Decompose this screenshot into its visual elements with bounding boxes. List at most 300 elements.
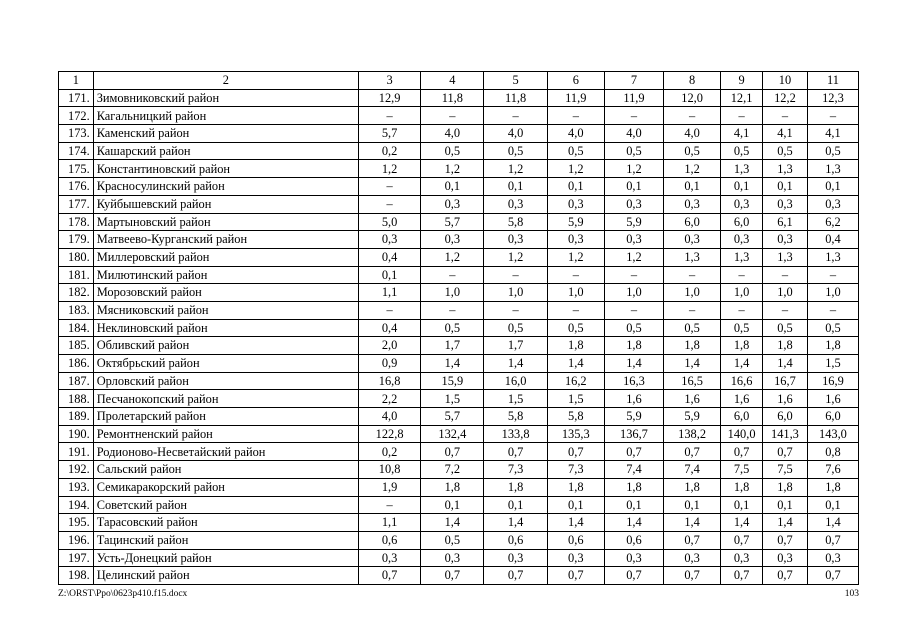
value-cell: 1,4 [421, 355, 484, 373]
table-body [59, 89, 859, 584]
district-name: Родионово-Несветайский район [93, 443, 358, 461]
column-header-10: 10 [763, 72, 808, 90]
value-cell: 0,7 [664, 567, 721, 585]
value-cell: 1,2 [421, 160, 484, 178]
value-cell: 1,2 [547, 160, 604, 178]
value-cell: 1,5 [421, 390, 484, 408]
value-cell: 0,5 [807, 142, 858, 160]
value-cell: 1,8 [484, 478, 547, 496]
value-cell: 1,0 [807, 284, 858, 302]
value-cell: 1,4 [421, 514, 484, 532]
value-cell: 0,7 [664, 531, 721, 549]
row-number: 181. [59, 266, 94, 284]
value-cell: 1,1 [358, 514, 420, 532]
value-cell: 0,6 [358, 531, 420, 549]
value-cell: 0,5 [763, 142, 808, 160]
table-row [59, 160, 859, 178]
district-name: Орловский район [93, 372, 358, 390]
district-name: Целинский район [93, 567, 358, 585]
table-row [59, 372, 859, 390]
value-cell: 0,1 [807, 496, 858, 514]
value-cell: 1,4 [807, 514, 858, 532]
value-cell: 0,1 [604, 496, 663, 514]
value-cell: 0,3 [484, 195, 547, 213]
value-cell: 16,6 [721, 372, 763, 390]
value-cell: 1,8 [664, 478, 721, 496]
value-cell: 135,3 [547, 425, 604, 443]
value-cell: 6,0 [721, 408, 763, 426]
value-cell: 0,7 [421, 567, 484, 585]
table-row [59, 248, 859, 266]
value-cell: 7,6 [807, 461, 858, 479]
value-cell: – [664, 107, 721, 125]
value-cell: 0,6 [547, 531, 604, 549]
value-cell: 1,0 [421, 284, 484, 302]
table-row [59, 478, 859, 496]
value-cell: 0,7 [763, 567, 808, 585]
row-number: 191. [59, 443, 94, 461]
value-cell: 4,0 [547, 125, 604, 143]
value-cell: 7,4 [604, 461, 663, 479]
value-cell: – [664, 266, 721, 284]
value-cell: 0,1 [547, 178, 604, 196]
table-row [59, 195, 859, 213]
district-name: Песчанокопский район [93, 390, 358, 408]
value-cell: – [358, 496, 420, 514]
value-cell: 11,9 [604, 89, 663, 107]
column-header-6: 6 [547, 72, 604, 90]
table-row [59, 125, 859, 143]
value-cell: 0,3 [664, 195, 721, 213]
table-row [59, 390, 859, 408]
district-name: Сальский район [93, 461, 358, 479]
value-cell: 5,9 [547, 213, 604, 231]
value-cell: 0,5 [721, 319, 763, 337]
value-cell: 1,0 [604, 284, 663, 302]
row-number: 187. [59, 372, 94, 390]
column-header-7: 7 [604, 72, 663, 90]
value-cell: 0,3 [721, 195, 763, 213]
table-row [59, 266, 859, 284]
district-name: Матвеево-Курганский район [93, 231, 358, 249]
value-cell: – [664, 301, 721, 319]
value-cell: – [604, 301, 663, 319]
value-cell: 0,1 [484, 496, 547, 514]
row-number: 179. [59, 231, 94, 249]
row-number: 182. [59, 284, 94, 302]
value-cell: – [358, 301, 420, 319]
district-name: Зимовниковский район [93, 89, 358, 107]
table-row [59, 301, 859, 319]
value-cell: 0,7 [721, 567, 763, 585]
district-name: Кагальницкий район [93, 107, 358, 125]
table-row [59, 496, 859, 514]
value-cell: 0,7 [604, 443, 663, 461]
column-header-3: 3 [358, 72, 420, 90]
value-cell: 5,8 [547, 408, 604, 426]
district-name: Неклиновский район [93, 319, 358, 337]
row-number: 180. [59, 248, 94, 266]
district-name: Куйбышевский район [93, 195, 358, 213]
value-cell: 16,9 [807, 372, 858, 390]
district-name: Советский район [93, 496, 358, 514]
value-cell: 138,2 [664, 425, 721, 443]
value-cell: 11,8 [421, 89, 484, 107]
value-cell: 2,0 [358, 337, 420, 355]
row-number: 176. [59, 178, 94, 196]
row-number: 189. [59, 408, 94, 426]
value-cell: 0,7 [604, 567, 663, 585]
value-cell: 1,2 [358, 160, 420, 178]
value-cell: 1,4 [664, 355, 721, 373]
value-cell: 1,6 [807, 390, 858, 408]
value-cell: – [484, 107, 547, 125]
value-cell: 0,1 [358, 266, 420, 284]
data-table [58, 71, 859, 585]
table-row [59, 213, 859, 231]
table-row [59, 567, 859, 585]
value-cell: 0,2 [358, 142, 420, 160]
district-name: Пролетарский район [93, 408, 358, 426]
value-cell: 5,7 [358, 125, 420, 143]
value-cell: 0,1 [664, 178, 721, 196]
column-header-11: 11 [807, 72, 858, 90]
value-cell: 0,7 [763, 531, 808, 549]
value-cell: – [421, 266, 484, 284]
column-header-5: 5 [484, 72, 547, 90]
value-cell: 1,6 [664, 390, 721, 408]
value-cell: 0,9 [358, 355, 420, 373]
value-cell: 1,2 [547, 248, 604, 266]
row-number: 190. [59, 425, 94, 443]
value-cell: 1,0 [547, 284, 604, 302]
row-number: 196. [59, 531, 94, 549]
value-cell: 7,5 [763, 461, 808, 479]
value-cell: 0,1 [763, 178, 808, 196]
table-row [59, 531, 859, 549]
value-cell: 133,8 [484, 425, 547, 443]
value-cell: 12,0 [664, 89, 721, 107]
column-header-4: 4 [421, 72, 484, 90]
value-cell: 0,3 [421, 549, 484, 567]
column-header-9: 9 [721, 72, 763, 90]
row-number: 193. [59, 478, 94, 496]
value-cell: 1,4 [547, 355, 604, 373]
value-cell: 1,3 [807, 248, 858, 266]
value-cell: 4,1 [721, 125, 763, 143]
value-cell: – [763, 107, 808, 125]
value-cell: 0,5 [547, 319, 604, 337]
value-cell: 16,7 [763, 372, 808, 390]
value-cell: 1,0 [664, 284, 721, 302]
value-cell: 0,5 [604, 142, 663, 160]
value-cell: 4,1 [763, 125, 808, 143]
value-cell: – [547, 107, 604, 125]
row-number: 184. [59, 319, 94, 337]
value-cell: – [547, 266, 604, 284]
value-cell: 0,3 [807, 195, 858, 213]
value-cell: 7,5 [721, 461, 763, 479]
value-cell: 4,0 [358, 408, 420, 426]
value-cell: 5,9 [604, 408, 663, 426]
value-cell: 0,3 [721, 231, 763, 249]
value-cell: 5,7 [421, 213, 484, 231]
value-cell: – [604, 107, 663, 125]
value-cell: 1,8 [547, 478, 604, 496]
value-cell: 1,8 [547, 337, 604, 355]
value-cell: 11,8 [484, 89, 547, 107]
value-cell: 12,9 [358, 89, 420, 107]
value-cell: 0,7 [421, 443, 484, 461]
table-row [59, 142, 859, 160]
value-cell: 16,0 [484, 372, 547, 390]
value-cell: 0,5 [664, 142, 721, 160]
value-cell: 0,3 [547, 549, 604, 567]
value-cell: 0,5 [421, 319, 484, 337]
value-cell: 1,5 [807, 355, 858, 373]
value-cell: 1,8 [421, 478, 484, 496]
value-cell: 16,5 [664, 372, 721, 390]
table-row [59, 89, 859, 107]
value-cell: 0,7 [358, 567, 420, 585]
value-cell: 0,3 [721, 549, 763, 567]
value-cell: 141,3 [763, 425, 808, 443]
column-header-1: 1 [59, 72, 94, 90]
value-cell: 1,3 [807, 160, 858, 178]
table-row [59, 284, 859, 302]
value-cell: – [358, 195, 420, 213]
value-cell: 12,3 [807, 89, 858, 107]
value-cell: 0,7 [547, 443, 604, 461]
value-cell: – [807, 107, 858, 125]
value-cell: 6,0 [664, 213, 721, 231]
table-row [59, 443, 859, 461]
value-cell: – [358, 178, 420, 196]
value-cell: 5,9 [664, 408, 721, 426]
row-number: 178. [59, 213, 94, 231]
value-cell: 16,3 [604, 372, 663, 390]
district-name: Кашарский район [93, 142, 358, 160]
value-cell: 0,5 [807, 319, 858, 337]
district-name: Морозовский район [93, 284, 358, 302]
table-row [59, 319, 859, 337]
value-cell: 1,2 [484, 160, 547, 178]
row-number: 186. [59, 355, 94, 373]
value-cell: 1,2 [604, 160, 663, 178]
value-cell: 0,5 [547, 142, 604, 160]
value-cell: 1,8 [807, 337, 858, 355]
value-cell: 1,8 [604, 337, 663, 355]
district-name: Мясниковский район [93, 301, 358, 319]
value-cell: 1,0 [763, 284, 808, 302]
value-cell: 1,6 [604, 390, 663, 408]
table-row [59, 425, 859, 443]
district-name: Каменский район [93, 125, 358, 143]
value-cell: 136,7 [604, 425, 663, 443]
row-number: 188. [59, 390, 94, 408]
value-cell: 1,2 [484, 248, 547, 266]
value-cell: 1,9 [358, 478, 420, 496]
value-cell: 1,5 [547, 390, 604, 408]
value-cell: 1,4 [664, 514, 721, 532]
row-number: 198. [59, 567, 94, 585]
value-cell: 1,2 [421, 248, 484, 266]
district-name: Обливский район [93, 337, 358, 355]
value-cell: 1,0 [721, 284, 763, 302]
value-cell: 0,7 [721, 443, 763, 461]
value-cell: 1,7 [421, 337, 484, 355]
value-cell: 0,3 [604, 231, 663, 249]
value-cell: 5,0 [358, 213, 420, 231]
value-cell: 0,1 [421, 178, 484, 196]
column-header-8: 8 [664, 72, 721, 90]
value-cell: 1,4 [763, 514, 808, 532]
value-cell: 0,5 [721, 142, 763, 160]
value-cell: 1,8 [664, 337, 721, 355]
value-cell: 1,8 [807, 478, 858, 496]
value-cell: 0,6 [604, 531, 663, 549]
value-cell: 4,0 [421, 125, 484, 143]
value-cell: – [763, 301, 808, 319]
value-cell: 0,5 [421, 531, 484, 549]
value-cell: 0,4 [358, 319, 420, 337]
row-number: 185. [59, 337, 94, 355]
value-cell: 4,0 [484, 125, 547, 143]
value-cell: 140,0 [721, 425, 763, 443]
value-cell: 122,8 [358, 425, 420, 443]
value-cell: – [421, 107, 484, 125]
value-cell: 0,3 [547, 195, 604, 213]
value-cell: – [807, 301, 858, 319]
table-row [59, 461, 859, 479]
value-cell: 0,7 [763, 443, 808, 461]
table-row [59, 549, 859, 567]
value-cell: 1,1 [358, 284, 420, 302]
row-number: 171. [59, 89, 94, 107]
value-cell: 7,3 [547, 461, 604, 479]
table-row [59, 107, 859, 125]
value-cell: 0,7 [807, 531, 858, 549]
value-cell: 0,5 [763, 319, 808, 337]
value-cell: 1,3 [664, 248, 721, 266]
value-cell: 1,8 [721, 337, 763, 355]
value-cell: 4,1 [807, 125, 858, 143]
district-name: Мартыновский район [93, 213, 358, 231]
value-cell: – [484, 301, 547, 319]
value-cell: 1,5 [484, 390, 547, 408]
value-cell: 2,2 [358, 390, 420, 408]
table-row [59, 514, 859, 532]
value-cell: 1,4 [721, 355, 763, 373]
value-cell: 0,1 [763, 496, 808, 514]
value-cell: 0,4 [358, 248, 420, 266]
value-cell: 1,4 [547, 514, 604, 532]
row-number: 173. [59, 125, 94, 143]
row-number: 194. [59, 496, 94, 514]
value-cell: 0,7 [664, 443, 721, 461]
table-header-row [59, 72, 859, 90]
value-cell: 0,3 [421, 231, 484, 249]
value-cell: 1,3 [763, 160, 808, 178]
table-row [59, 408, 859, 426]
value-cell: 6,0 [721, 213, 763, 231]
value-cell: – [721, 301, 763, 319]
value-cell: 1,3 [763, 248, 808, 266]
table-row [59, 355, 859, 373]
value-cell: 1,4 [484, 355, 547, 373]
table-row [59, 178, 859, 196]
value-cell: 1,7 [484, 337, 547, 355]
value-cell: 4,0 [604, 125, 663, 143]
value-cell: 1,4 [604, 355, 663, 373]
footer-file-path: Z:\ORST\Ppo\0623p410.f15.docx [58, 589, 188, 599]
value-cell: 7,4 [664, 461, 721, 479]
row-number: 174. [59, 142, 94, 160]
value-cell: – [484, 266, 547, 284]
value-cell: 0,3 [358, 231, 420, 249]
value-cell: 1,2 [664, 160, 721, 178]
value-cell: 0,3 [358, 549, 420, 567]
district-name: Константиновский район [93, 160, 358, 178]
value-cell: 0,3 [604, 195, 663, 213]
value-cell: 0,3 [763, 231, 808, 249]
row-number: 195. [59, 514, 94, 532]
value-cell: 0,1 [664, 496, 721, 514]
value-cell: 1,6 [721, 390, 763, 408]
value-cell: 0,4 [807, 231, 858, 249]
value-cell: 0,5 [484, 319, 547, 337]
value-cell: 143,0 [807, 425, 858, 443]
district-name: Милютинский район [93, 266, 358, 284]
value-cell: 0,5 [484, 142, 547, 160]
value-cell: 0,3 [421, 195, 484, 213]
value-cell: 0,6 [484, 531, 547, 549]
value-cell: 1,8 [604, 478, 663, 496]
value-cell: 5,7 [421, 408, 484, 426]
value-cell: 16,2 [547, 372, 604, 390]
value-cell: 5,8 [484, 408, 547, 426]
row-number: 197. [59, 549, 94, 567]
row-number: 183. [59, 301, 94, 319]
value-cell: 0,5 [421, 142, 484, 160]
value-cell: 4,0 [664, 125, 721, 143]
value-cell: 6,2 [807, 213, 858, 231]
value-cell: 0,7 [484, 567, 547, 585]
value-cell: 0,7 [807, 567, 858, 585]
value-cell: 0,3 [604, 549, 663, 567]
district-name: Красносулинский район [93, 178, 358, 196]
value-cell: 0,2 [358, 443, 420, 461]
value-cell: 0,1 [604, 178, 663, 196]
value-cell: 1,4 [763, 355, 808, 373]
row-number: 175. [59, 160, 94, 178]
value-cell: 5,9 [604, 213, 663, 231]
district-name: Тацинский район [93, 531, 358, 549]
value-cell: 0,1 [721, 496, 763, 514]
value-cell: 1,6 [763, 390, 808, 408]
value-cell: 1,8 [721, 478, 763, 496]
table-row [59, 337, 859, 355]
value-cell: 0,3 [664, 231, 721, 249]
footer-page-number: 103 [844, 589, 859, 599]
value-cell: 1,4 [604, 514, 663, 532]
value-cell: 10,8 [358, 461, 420, 479]
value-cell: – [721, 266, 763, 284]
value-cell: 6,1 [763, 213, 808, 231]
value-cell: 12,2 [763, 89, 808, 107]
row-number: 172. [59, 107, 94, 125]
value-cell: 0,1 [421, 496, 484, 514]
